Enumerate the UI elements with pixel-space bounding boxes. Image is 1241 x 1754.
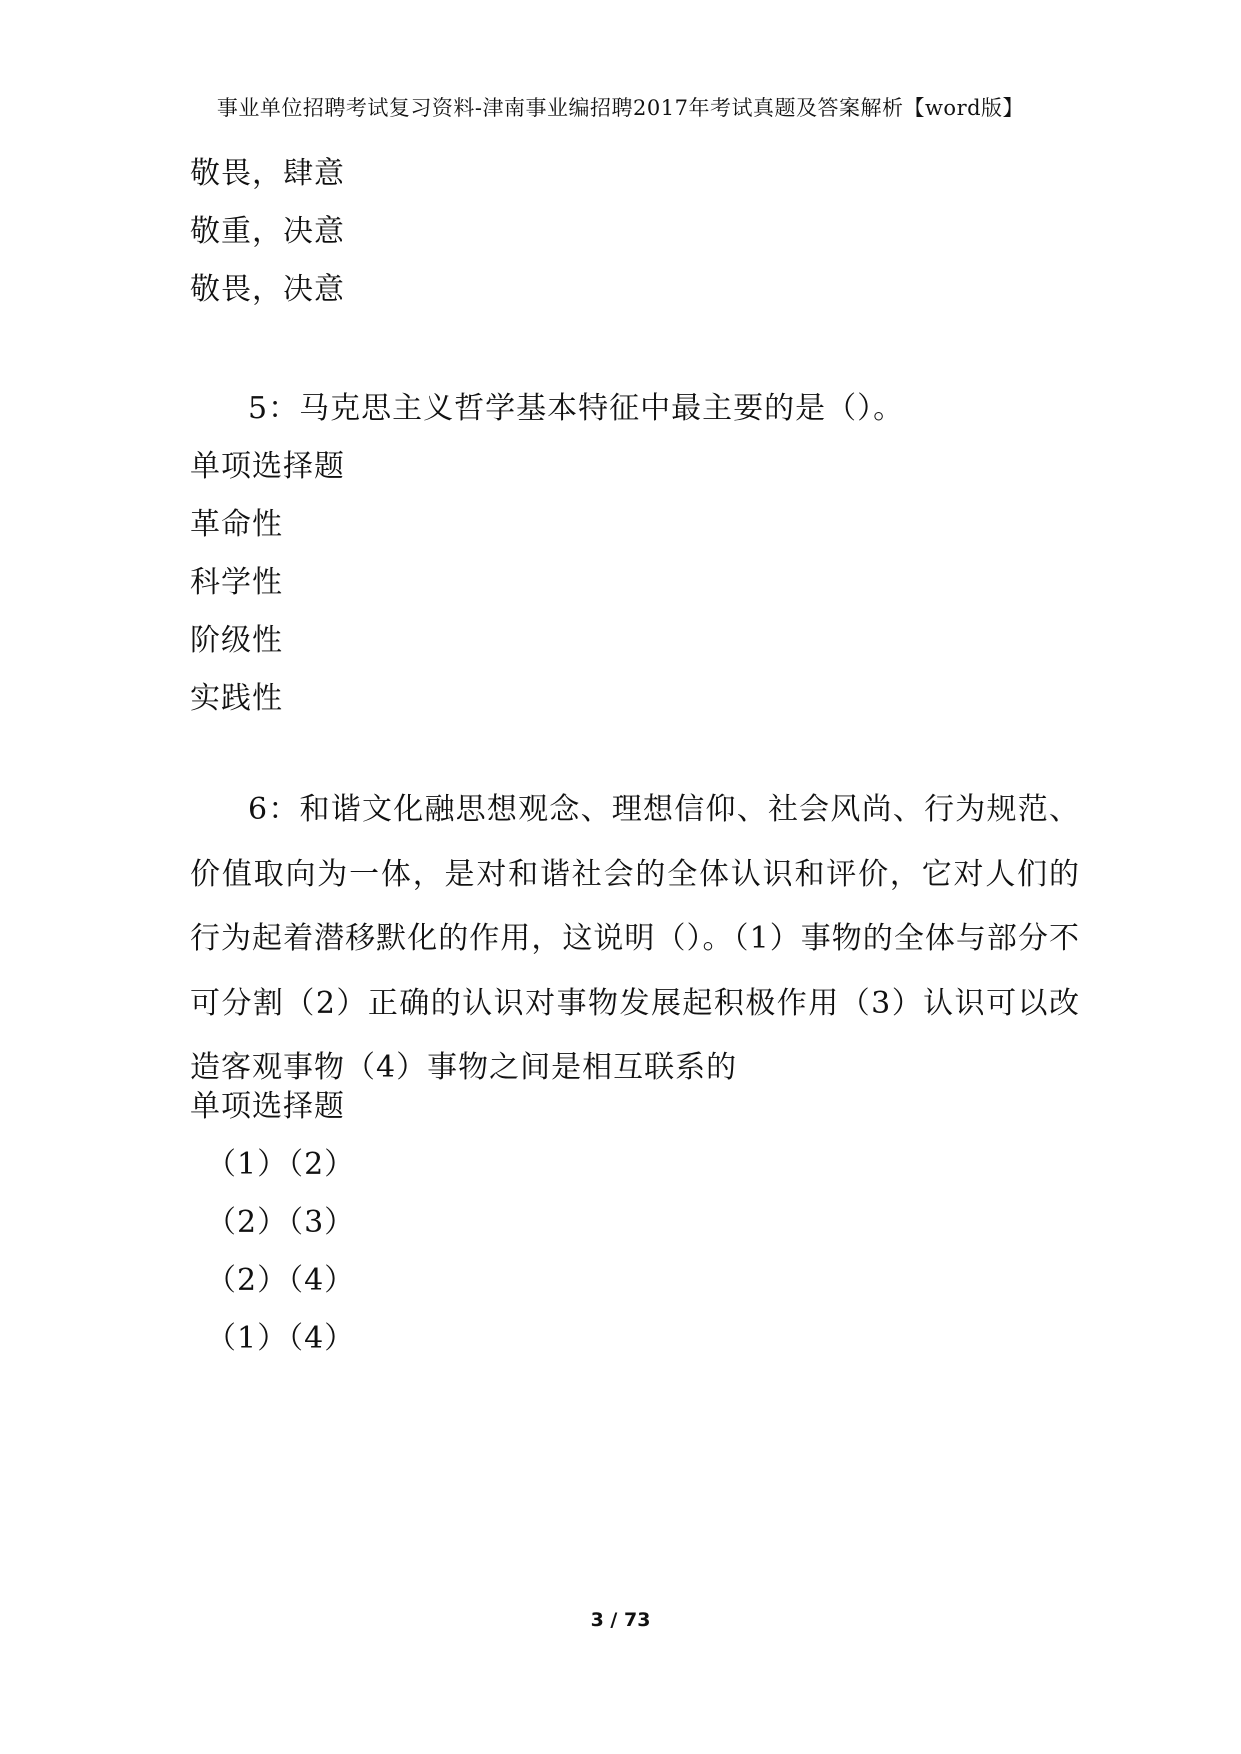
- prev-option-b: 敬重，决意: [190, 214, 345, 249]
- question-5-stem: 5：马克思主义哲学基本特征中最主要的是（）。: [248, 391, 905, 426]
- question-6-option-b: （2）（3）: [206, 1205, 356, 1240]
- question-5-option-d: 实践性: [190, 681, 283, 716]
- question-6-type: 单项选择题: [190, 1089, 345, 1124]
- prev-option-c: 敬畏，决意: [190, 272, 345, 307]
- question-6-stem-text: 6：和谐文化融思想观念、理想信仰、社会风尚、行为规范、价值取向为一体，是对和谐社会的全体认识和评价，它对人们的行为起着潜移默化的作用，这说明（）。（1）事物的全体与部分不可分割（2）正确的认识对事物发展起积极作用（3）认识可以改造客观事物（4）事物之间是相互联系的: [190, 792, 1080, 1085]
- document-header: 事业单位招聘考试复习资料-津南事业编招聘2017年考试真题及答案解析【word版】: [216, 96, 1025, 120]
- question-6-stem: [190, 778, 1080, 1101]
- question-5-type: 单项选择题: [190, 449, 345, 484]
- question-5-option-c: 阶级性: [190, 623, 283, 658]
- page-number: 3 / 73: [590, 1609, 651, 1631]
- question-6-option-d: （1）（4）: [206, 1321, 356, 1356]
- question-6-option-a: （1）（2）: [206, 1147, 356, 1182]
- question-5-option-a: 革命性: [190, 507, 283, 542]
- question-5-option-b: 科学性: [190, 565, 283, 600]
- question-6-option-c: （2）（4）: [206, 1263, 356, 1298]
- prev-option-a: 敬畏，肆意: [190, 156, 345, 191]
